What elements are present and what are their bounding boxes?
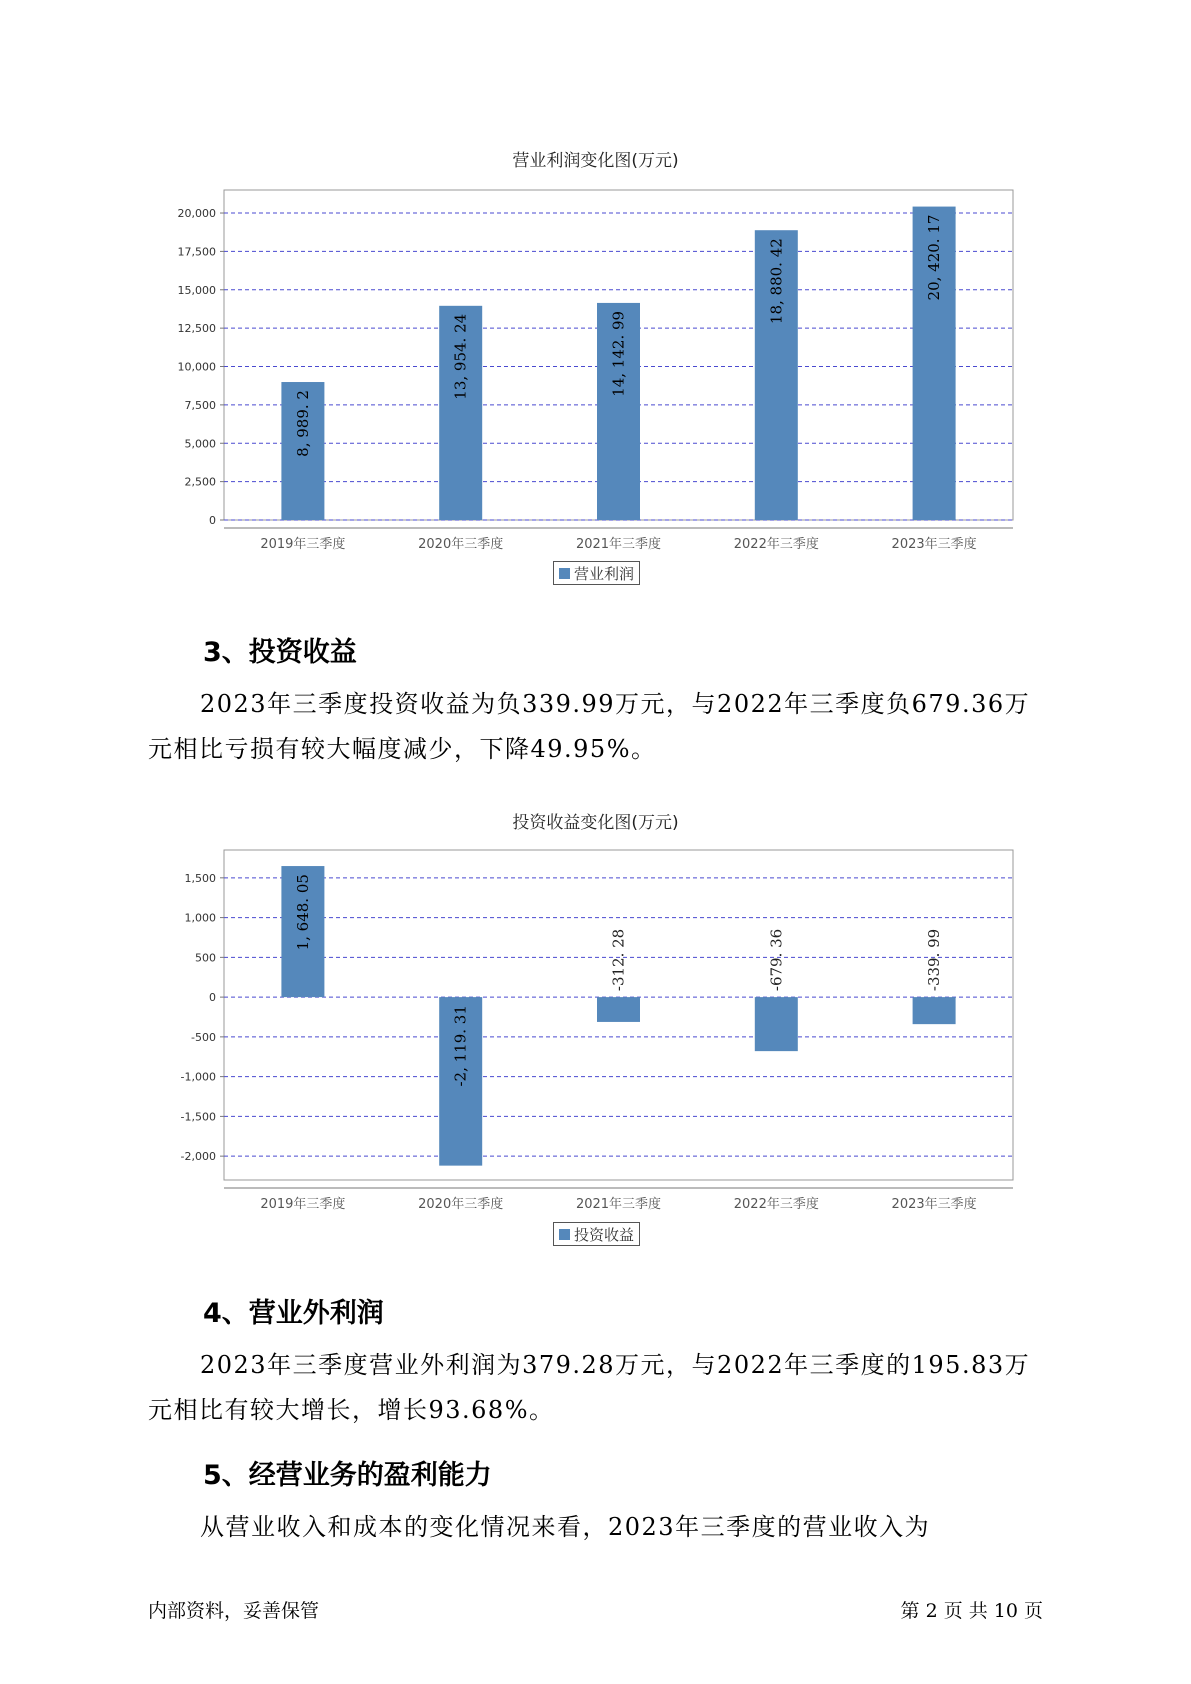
bar-value-label: 20, 420. 17	[925, 214, 944, 301]
chart1-legend	[553, 561, 640, 585]
x-category-label: 2019年三季度	[260, 1197, 346, 1212]
footer-confidential: 内部资料，妥善保管	[148, 1600, 320, 1622]
y-tick-label: -2,000	[180, 1150, 216, 1164]
section-5-heading: 5、经营业务的盈利能力	[203, 1460, 492, 1491]
bar-value-label: -339. 99	[925, 928, 944, 992]
bar-value-label: 13, 954. 24	[451, 313, 470, 400]
x-category-label: 2020年三季度	[418, 1197, 504, 1212]
bar-value-label: 18, 880. 42	[767, 238, 786, 325]
x-category-label: 2020年三季度	[418, 537, 504, 552]
y-tick-label: -1,500	[180, 1110, 216, 1124]
x-category-label: 2019年三季度	[260, 537, 346, 552]
y-tick-label: 7,500	[184, 398, 216, 412]
bar	[755, 997, 798, 1051]
chart1-title: 营业利润变化图(万元)	[512, 151, 679, 171]
bar-value-label: 8, 989. 2	[293, 390, 312, 457]
y-tick-label: 5,000	[184, 437, 216, 451]
chart1-legend-label: 营业利润	[574, 564, 635, 583]
bar	[913, 997, 956, 1024]
bar-value-label: 1, 648. 05	[293, 874, 312, 951]
y-tick-label: 0	[209, 991, 216, 1005]
investment-income-chart	[0, 840, 1191, 1240]
x-category-label: 2023年三季度	[891, 1197, 977, 1212]
chart2-title: 投资收益变化图(万元)	[512, 813, 679, 833]
section-3-heading: 3、投资收益	[203, 637, 357, 668]
y-tick-label: 500	[195, 951, 216, 965]
y-tick-label: -1,000	[180, 1070, 216, 1084]
section-5-paragraph: 从营业收入和成本的变化情况来看，2023年三季度的营业收入为	[200, 1513, 931, 1541]
y-tick-label: 2,500	[184, 475, 216, 489]
y-tick-label: 1,500	[184, 871, 216, 885]
bar	[597, 997, 640, 1022]
x-category-label: 2022年三季度	[733, 1197, 819, 1212]
legend-swatch	[559, 568, 570, 579]
bar-value-label: -312. 28	[609, 928, 628, 992]
section-4-paragraph: 2023年三季度营业外利润为379.28万元，与2022年三季度的195.83万元相比有较大增长，增长93.68%。	[148, 1351, 1031, 1424]
x-category-label: 2021年三季度	[575, 1197, 662, 1212]
bar-value-label: -2, 119. 31	[451, 1005, 470, 1087]
y-tick-label: 1,000	[184, 911, 216, 925]
operating-profit-chart	[0, 180, 1191, 580]
x-category-label: 2022年三季度	[733, 537, 819, 552]
x-category-label: 2021年三季度	[575, 537, 662, 552]
x-category-label: 2023年三季度	[891, 537, 977, 552]
section-3-paragraph: 2023年三季度投资收益为负339.99万元，与2022年三季度负679.36万元相比亏损有较大幅度减少，下降49.95%。	[148, 690, 1031, 763]
y-tick-label: 20,000	[177, 207, 216, 221]
footer-page-number: 第 2 页 共 10 页	[900, 1600, 1043, 1622]
legend-swatch	[559, 1229, 570, 1240]
y-tick-label: -500	[191, 1030, 216, 1044]
y-tick-label: 10,000	[177, 360, 216, 374]
bar-value-label: -679. 36	[767, 928, 786, 992]
bar-value-label: 14, 142. 99	[609, 310, 628, 397]
chart2-legend-label: 投资收益	[574, 1225, 635, 1244]
section-4-heading: 4、营业外利润	[203, 1298, 384, 1329]
y-tick-label: 15,000	[177, 283, 216, 297]
y-tick-label: 12,500	[177, 322, 216, 336]
chart2-legend	[553, 1222, 640, 1246]
y-tick-label: 17,500	[177, 245, 216, 259]
y-tick-label: 0	[209, 514, 216, 527]
